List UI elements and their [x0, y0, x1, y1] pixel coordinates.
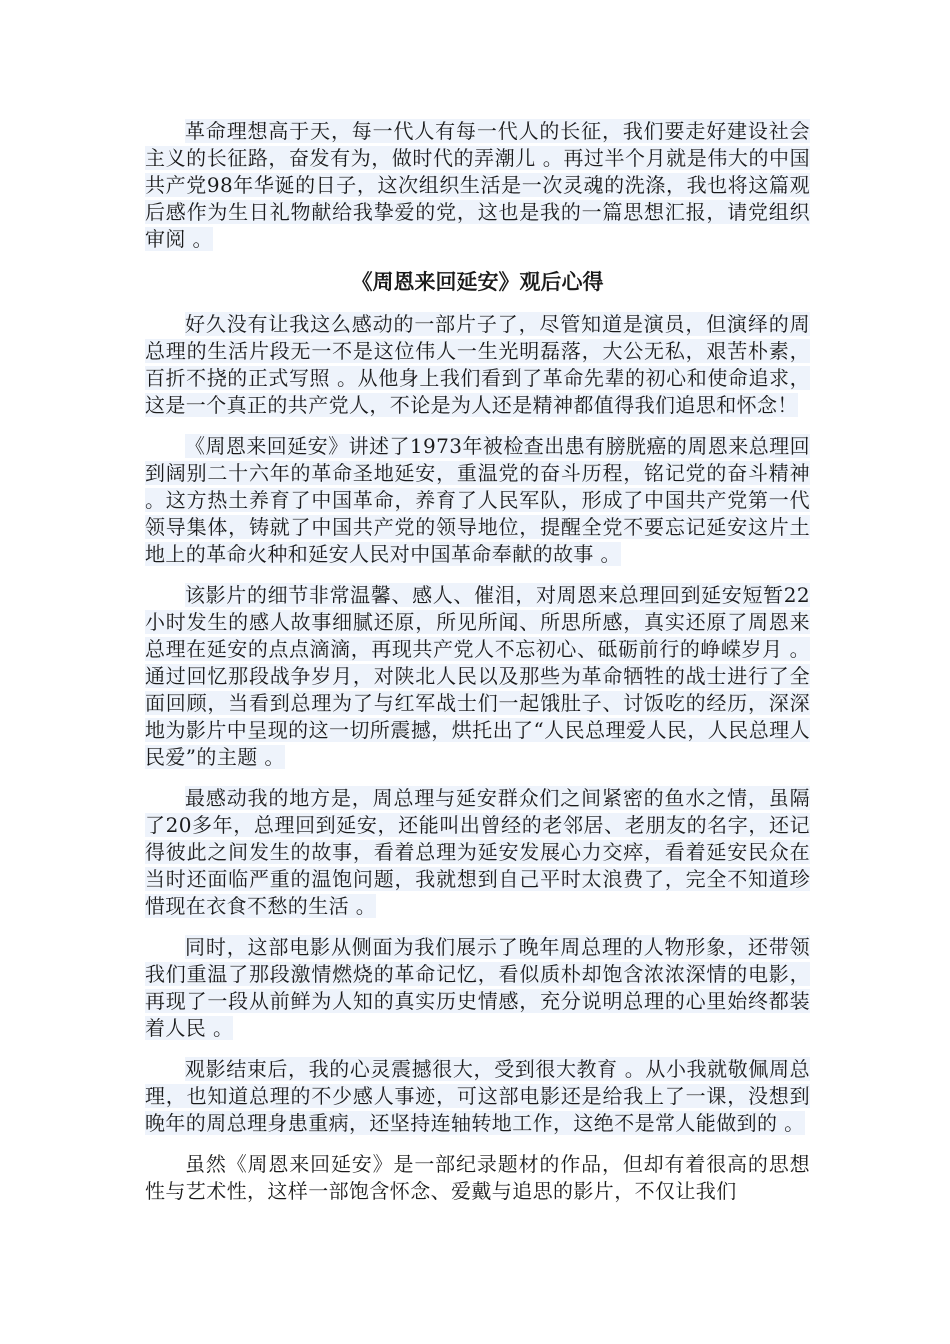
paragraph-text: 同时，这部电影从侧面为我们展示了晚年周总理的人物形象，还带领我们重温了那段激情燃烧的革命记忆，看似质朴却饱含浓浓深情的电影，再现了一段从前鲜为人知的真实历史情感，充分说明总理的心里始终都装着人民 。: [145, 935, 810, 1040]
paragraph-text: 《周恩来回延安》讲述了1973年被检查出患有膀胱癌的周恩来总理回到阔别二十六年的革命圣地延安，重温党的奋斗历程，铭记党的奋斗精神 。这方热土养育了中国革命，养育了人民军队，形成了中国共产党第一代领导集体，铸就了中国共产党的领导地位，提醒全党不要忘记延安这片土地上的革命火种和延安人民对中国革命奉献的故事 。: [145, 434, 810, 566]
article-heading: 《周恩来回延安》观后心得: [351, 269, 604, 294]
paragraph-text: 该影片的细节非常温馨、感人、催泪，对周恩来总理回到延安短暂22小时发生的感人故事细腻还原，所见所闻、所思所感，真实还原了周恩来总理在延安的点点滴滴，再现共产党人不忘初心、砥砺前行的峥嵘岁月 。通过回忆那段战争岁月，对陕北人民以及那些为革命牺牲的战士进行了全面回顾，当看到总理为了与红军战士们一起饿肚子、讨饭吃的经历，深深地为影片中呈现的这一切所震撼，烘托出了“人民总理爱人民，人民总理人民爱”的主题 。: [145, 583, 810, 769]
document-page: [145, 118, 810, 1219]
paragraph-text: 观影结束后，我的心灵震撼很大，受到很大教育 。从小我就敬佩周总理，也知道总理的不少感人事迹，可这部电影还是给我上了一课，没想到晚年的周总理身患重病，还坚持连轴转地工作，这绝不是常人能做到的 。: [145, 1057, 810, 1135]
paragraph-7: [145, 1151, 810, 1205]
paragraph-text: 革命理想高于天，每一代人有每一代人的长征，我们要走好建设社会主义的长征路，奋发有为，做时代的弄潮儿 。再过半个月就是伟大的中国共产党98年华诞的日子，这次组织生活是一次灵魂的洗涤，我也将这篇观后感作为生日礼物献给我挚爱的党，这也是我的一篇思想汇报，请党组织审阅 。: [145, 119, 810, 251]
paragraph-text: 最感动我的地方是，周总理与延安群众们之间紧密的鱼水之情，虽隔了20多年，总理回到延安，还能叫出曾经的老邻居、老朋友的名字，还记得彼此之间发生的故事，看着总理为延安发展心力交瘁，看着延安民众在当时还面临严重的温饱问题，我就想到自己平时太浪费了，完全不知道珍惜现在衣食不愁的生活 。: [145, 786, 810, 918]
paragraph-text: 虽然《周恩来回延安》是一部纪录题材的作品，但却有着很高的思想性与艺术性，这样一部饱含怀念、爱戴与追思的影片，不仅让我们: [145, 1152, 810, 1203]
paragraph-intro: [145, 118, 810, 253]
paragraph-5: [145, 934, 810, 1042]
paragraph-3: [145, 582, 810, 771]
paragraph-6: [145, 1056, 810, 1137]
paragraph-1: [145, 311, 810, 419]
paragraph-text: 好久没有让我这么感动的一部片子了，尽管知道是演员，但演绎的周总理的生活片段无一不是这位伟人一生光明磊落，大公无私，艰苦朴素，百折不挠的正式写照 。从他身上我们看到了革命先辈的初心和使命追求，这是一个真正的共产党人，不论是为人还是精神都值得我们追思和怀念！: [145, 312, 810, 417]
paragraph-2: [145, 433, 810, 568]
paragraph-4: [145, 785, 810, 920]
